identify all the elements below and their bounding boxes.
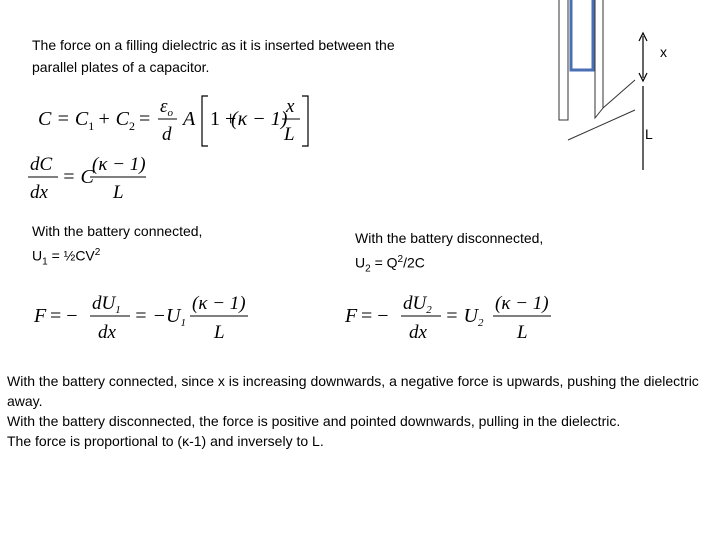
svg-text:C = C1+ C2= [38, 108, 150, 133]
svg-text:εo [160, 96, 174, 119]
fc-L: L [214, 322, 225, 343]
conclusion-line-1: With the battery connected, since x is increasing downwards, a negative force is upwards, pushing the dielectric away. [7, 373, 699, 409]
disconnected-energy-end: /2C [403, 254, 425, 271]
svg-text:dU1 [92, 293, 121, 316]
cap-kappa: (κ − 1) [231, 108, 288, 130]
fc-num-sub: 1 [115, 304, 121, 316]
capacitance-equation [38, 92, 313, 150]
connected-energy-sub: 1 [42, 256, 48, 268]
fd-num: dU [403, 293, 427, 314]
fc-u-sub: 1 [180, 317, 186, 329]
svg-text:dU2 [403, 293, 432, 316]
dCdx-equation [28, 150, 178, 206]
force-disconnected-equation [345, 288, 560, 346]
fd-den: dx [409, 322, 427, 343]
fd-eq2: = U [445, 305, 478, 327]
dCdx-kappa: (κ − 1) [92, 154, 146, 175]
connected-heading: With the battery connected, [32, 223, 203, 239]
cap-plus: + C [97, 108, 130, 130]
connected-energy-sup: 2 [94, 247, 101, 258]
left-plate [559, 0, 568, 120]
fc-kappa: (κ − 1) [192, 293, 246, 314]
cap-eq: = [139, 108, 151, 130]
conclusion-line-3: The force is proportional to (κ-1) and inversely to L. [7, 433, 324, 449]
fc-eq2: = −U [134, 305, 181, 327]
plate-diagonal-top [603, 80, 635, 108]
fd-num-sub: 2 [426, 304, 432, 316]
capacitor-diagram [555, 0, 695, 175]
connected-energy-mid: = ½CV [47, 247, 95, 264]
fc-num: dU [92, 293, 116, 314]
disconnected-energy-sup: 2 [397, 254, 404, 265]
dCdx-den: dx [30, 182, 48, 203]
label-x: x [660, 44, 667, 60]
cap-eps-sub: o [167, 107, 173, 119]
dielectric-slab [571, 0, 593, 70]
force-connected-equation [34, 288, 259, 346]
slide-title-line-1: The force on a filling dielectric as it is inserted between the [32, 37, 395, 53]
connected-energy [32, 243, 100, 272]
fc-den: dx [98, 322, 116, 343]
svg-text:= −U1 [134, 305, 186, 329]
cap-sub1: 1 [88, 119, 95, 133]
disconnected-energy-U: U [355, 254, 366, 271]
slide-title-line-2: parallel plates of a capacitor. [32, 59, 210, 75]
fd-u-sub: 2 [477, 317, 484, 329]
disconnected-heading: With the battery disconnected, [355, 230, 544, 246]
conclusion-text [7, 371, 712, 451]
fd-L: L [517, 322, 528, 343]
connected-energy-U: U [32, 247, 43, 264]
cap-eps: ε [160, 96, 168, 117]
dCdx-eq: = C [62, 166, 94, 188]
conclusion-line-2: With the battery disconnected, the force is positive and pointed downwards, pulling in the dielectric. [7, 413, 621, 429]
cap-lhs: C = C [38, 108, 89, 130]
cap-x: x [286, 96, 295, 117]
cap-one-plus: 1 + [210, 108, 237, 130]
disconnected-energy-mid: = Q [370, 254, 398, 271]
label-L: L [645, 126, 653, 142]
cap-L: L [284, 124, 295, 145]
fd-eq1: = − [361, 305, 389, 327]
fc-F: F [34, 305, 47, 327]
disconnected-energy-sub: 2 [365, 263, 371, 275]
plate-diagonal-bottom [568, 110, 635, 140]
cap-d: d [162, 124, 172, 145]
cap-A: A [183, 108, 196, 130]
fd-kappa: (κ − 1) [495, 293, 549, 314]
dCdx-num: dC [30, 154, 53, 175]
cap-sub2: 2 [129, 119, 136, 133]
right-plate [595, 0, 603, 118]
disconnected-energy [355, 250, 425, 279]
fd-F: F [345, 305, 358, 327]
fc-eq1: = − [50, 305, 78, 327]
dCdx-L: L [113, 182, 124, 203]
svg-text:= U2 [445, 305, 484, 329]
